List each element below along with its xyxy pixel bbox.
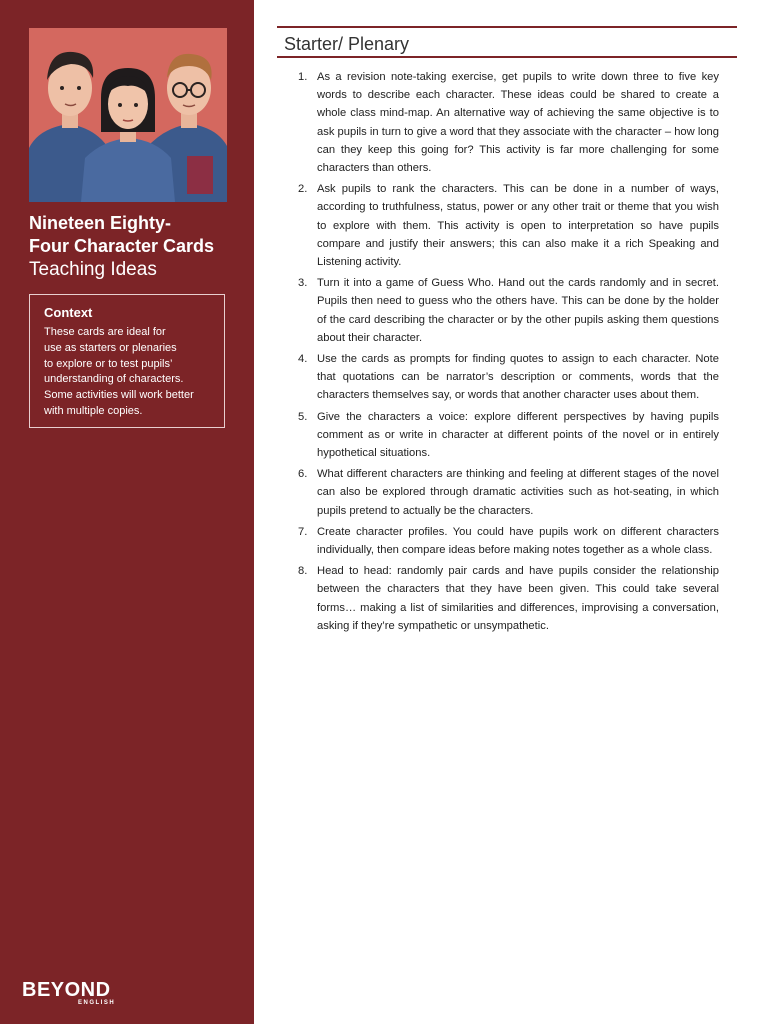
section-title: Starter/ Plenary [277, 26, 737, 58]
item-number: 1. [298, 71, 308, 83]
list-item [277, 274, 737, 347]
item-text: Head to head: randomly pair cards and have pupils consider the relationship between the characters that they have been given. This could take several forms… making a list of similarities and differences, improvising a conversation, asking if they’re sympathetic or unsympathetic. [317, 565, 719, 632]
item-text: Ask pupils to rank the characters. This can be done in a number of ways, according to truthfulness, status, power or any other trait or theme that you wish to explore with them. This activity is open to interpretation so have pupils compare and justify their answers; this can also make it a rich Speaking and Listening activity. [317, 183, 719, 269]
item-text: Use the cards as prompts for finding quotes to assign to each character. Note that quotations can be narrator’s description or comments, words that the characters themselves say, or words that another character uses about them. [317, 353, 719, 402]
beyond-english-logo [22, 978, 132, 1008]
item-number: 4. [298, 353, 308, 366]
item-number: 3. [298, 277, 308, 290]
context-box [29, 294, 225, 428]
main-content [277, 26, 737, 638]
list-item [277, 350, 737, 405]
item-number: 2. [298, 183, 308, 196]
teaching-ideas-list [277, 68, 737, 635]
document-title-line-2: Four Character Cards [29, 236, 215, 256]
list-item [277, 523, 737, 559]
item-text: Give the characters a voice: explore different perspectives by having pupils comment as or write in character at different points of the novel or in entirely hypothetical situations. [317, 410, 719, 460]
document-subtitle: Teaching Ideas [29, 259, 157, 280]
sidebar [0, 0, 254, 1024]
logo-wordmark: BEYOND [22, 979, 111, 1001]
item-number: 5. [298, 410, 308, 423]
context-line: use as starters or plenaries [44, 341, 177, 354]
list-item [277, 465, 737, 520]
list-item [277, 68, 737, 177]
context-text [44, 325, 212, 420]
context-line: These cards are ideal for [44, 326, 166, 338]
item-text: Create character profiles. You could have pupils work on different characters individually, then compare ideas before making notes together as a whole class. [317, 525, 719, 557]
context-heading: Context [44, 305, 93, 320]
context-line: understanding of characters. [44, 373, 184, 386]
document-title-line-1: Nineteen Eighty- [29, 213, 172, 233]
logo-subtext: ENGLISH [78, 1000, 116, 1006]
item-text: Turn it into a game of Guess Who. Hand out the cards randomly and in secret. Pupils then need to guess who the others have. This can be done by the holder of the card describing the character or by the other pupils asking them questions about their character. [317, 277, 719, 344]
context-line: to explore or to test pupils’ [44, 357, 173, 370]
character-illustration [29, 28, 227, 202]
list-item [277, 562, 737, 635]
item-number: 8. [298, 565, 308, 578]
item-number: 6. [298, 468, 308, 481]
context-line: with multiple copies. [44, 404, 143, 417]
list-item [277, 180, 737, 271]
item-number: 7. [298, 525, 308, 538]
context-line: Some activities will work better [44, 389, 194, 402]
list-item [277, 408, 737, 463]
document-title [29, 212, 244, 258]
item-text: As a revision note-taking exercise, get pupils to write down three to five key words to describe each character. These ideas could be shared to create a whole class mind-map. An alternative way of achieving the same objective is to ask pupils in turn to give a word that they associate with the character – how long can they keep this going for? This activity is far more challenging for some characters than others. [317, 71, 719, 175]
three-characters-image [29, 28, 227, 202]
item-text: What different characters are thinking and feeling at different stages of the novel can also be explored through dramatic activities such as hot-seating, in which pupils pretend to actually be the characters. [317, 468, 719, 517]
